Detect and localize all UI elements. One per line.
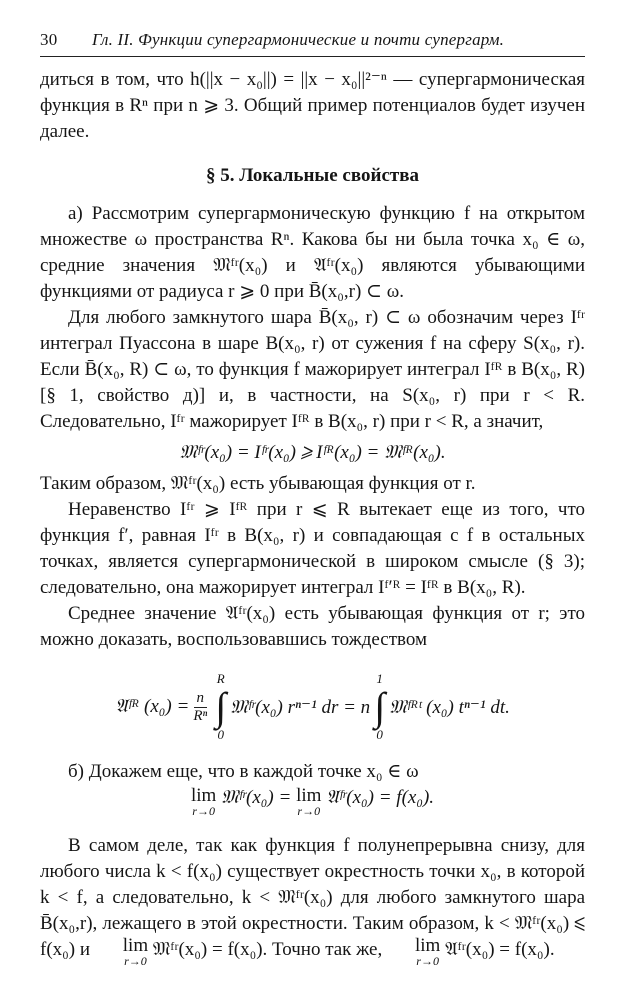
lim-subscript: r→0 [297, 804, 321, 818]
limit-expr-1: 𝔐ᶠʳ(x₀) = [221, 787, 292, 808]
paragraph-mean-value: Среднее значение 𝔄ᶠʳ(x₀) есть убывающая функция от r; это можно доказать, воспользовавшись тождеством [40, 603, 585, 650]
lim-subscript: r→0 [124, 954, 147, 968]
identity-lhs: 𝔄ᶠᴿ (x₀) = [115, 696, 190, 717]
integral-2-lower: 0 [376, 727, 383, 742]
formula-limits [40, 787, 585, 817]
lim-subscript: r→0 [416, 954, 439, 968]
lim-word: lim [190, 785, 217, 806]
fraction [193, 690, 207, 725]
limit-expr-2: 𝔄ᶠʳ(x₀) = f(x₀). [326, 787, 435, 808]
limit-operator [95, 937, 148, 967]
paragraph-a: а) Рассмотрим супергармоническую функцию f на открытом множестве ω пространства Rⁿ. Какова бы ни была точка x₀ ∈ ω, средние значения 𝔐ᶠʳ(x₀) и 𝔄ᶠʳ(x₀) являются убывающими функциями от радиуса r ⩾ 0 при B̄(x₀,r) ⊂ ω. [40, 203, 585, 302]
integral-2 [374, 671, 385, 743]
limit-operator [296, 787, 321, 817]
running-header [40, 30, 585, 57]
proof-mid: 𝔐ᶠʳ(x₀) = f(x₀). Точно так же, [152, 939, 383, 960]
fraction-denominator: Rⁿ [193, 707, 208, 724]
integrand-2: 𝔐ᶠᴿᵗ (x₀) tⁿ⁻¹ dt. [389, 696, 510, 718]
integral-sign-icon: ∫ [374, 684, 386, 729]
integral-sign-icon: ∫ [215, 684, 227, 729]
page-number: 30 [40, 30, 58, 49]
lim-word: lim [296, 785, 322, 806]
paragraph-closed-ball: Для любого замкнутого шара B̄(x₀, r) ⊂ ω обозначим через Iᶠʳ интеграл Пуассона в шаре B(x₀, r) от сужения f на сферу S(x₀, r). Если B̄(x₀, R) ⊂ ω, то функция f мажорирует интеграл Iᶠᴿ в B(x₀, R) [§ 1, свойство д)] и, в частности, на S(x₀, r) при r < R. Следовательно, Iᶠʳ мажорирует Iᶠᴿ в B(x₀, r) при r < R, а значит, [40, 307, 585, 432]
paragraph-b: б) Докажем еще, что в каждой точке x₀ ∈ ω [68, 761, 419, 782]
running-title: Гл. II. Функции супергармонические и почти супергарм. [92, 30, 505, 49]
paragraph-inequality: Неравенство Iᶠʳ ⩾ Iᶠᴿ при r ⩽ R вытекает еще из того, что функция f′, равная Iᶠʳ в B(x₀, r) и совпадающая с f в остальных точках, является супергармонической в широком смысле (§ 3); следовательно, она мажорирует интеграл Iᶠ′ᴿ = Iᶠᴿ в B(x₀, R). [40, 499, 585, 598]
formula-inequality: 𝔐ᶠʳ(x₀) = Iᶠʳ(x₀) ⩾ Iᶠᴿ(x₀) = 𝔐ᶠᴿ(x₀). [179, 442, 446, 463]
integral-2-upper: 1 [376, 671, 383, 686]
integral-1-lower: 0 [217, 727, 224, 742]
paragraph-conclusion: Таким образом, 𝔐ᶠʳ(x₀) есть убывающая функция от r. [40, 473, 476, 494]
section-title: § 5. Локальные свойства [206, 165, 419, 186]
integral-1-upper: R [216, 671, 225, 686]
formula-identity [40, 665, 585, 749]
proof-text: В самом деле, так как функция f полунепрерывна снизу, для любого числа k < f(x₀) существует окрестность точки x₀, в которой k < f, а следовательно, k < 𝔐ᶠʳ(x₀) для любого замкнутого шара B̄(x₀,r), лежащего в этой окрестности. Таким образом, k < 𝔐ᶠʳ(x₀) ⩽ f(x₀) и [40, 835, 585, 960]
lim-word: lim [414, 935, 441, 956]
integral-1 [215, 671, 226, 743]
book-page [40, 30, 585, 967]
paragraph-continuation: диться в том, что h(||x − x₀||) = ||x − x₀||²⁻ⁿ — супергармоническая функция в Rⁿ при n ⩾ 3. Общий пример потенциалов будет изучен далее. [40, 69, 585, 142]
lim-subscript: r→0 [192, 804, 215, 818]
limit-operator [191, 787, 216, 817]
paragraph-proof [40, 833, 585, 967]
integrand-1: 𝔐ᶠʳ(x₀) rⁿ⁻¹ dr = n [230, 696, 371, 718]
fraction-numerator: n [194, 690, 208, 708]
proof-end: 𝔄ᶠʳ(x₀) = f(x₀). [445, 939, 555, 960]
lim-word: lim [122, 935, 149, 956]
limit-operator [387, 937, 440, 967]
